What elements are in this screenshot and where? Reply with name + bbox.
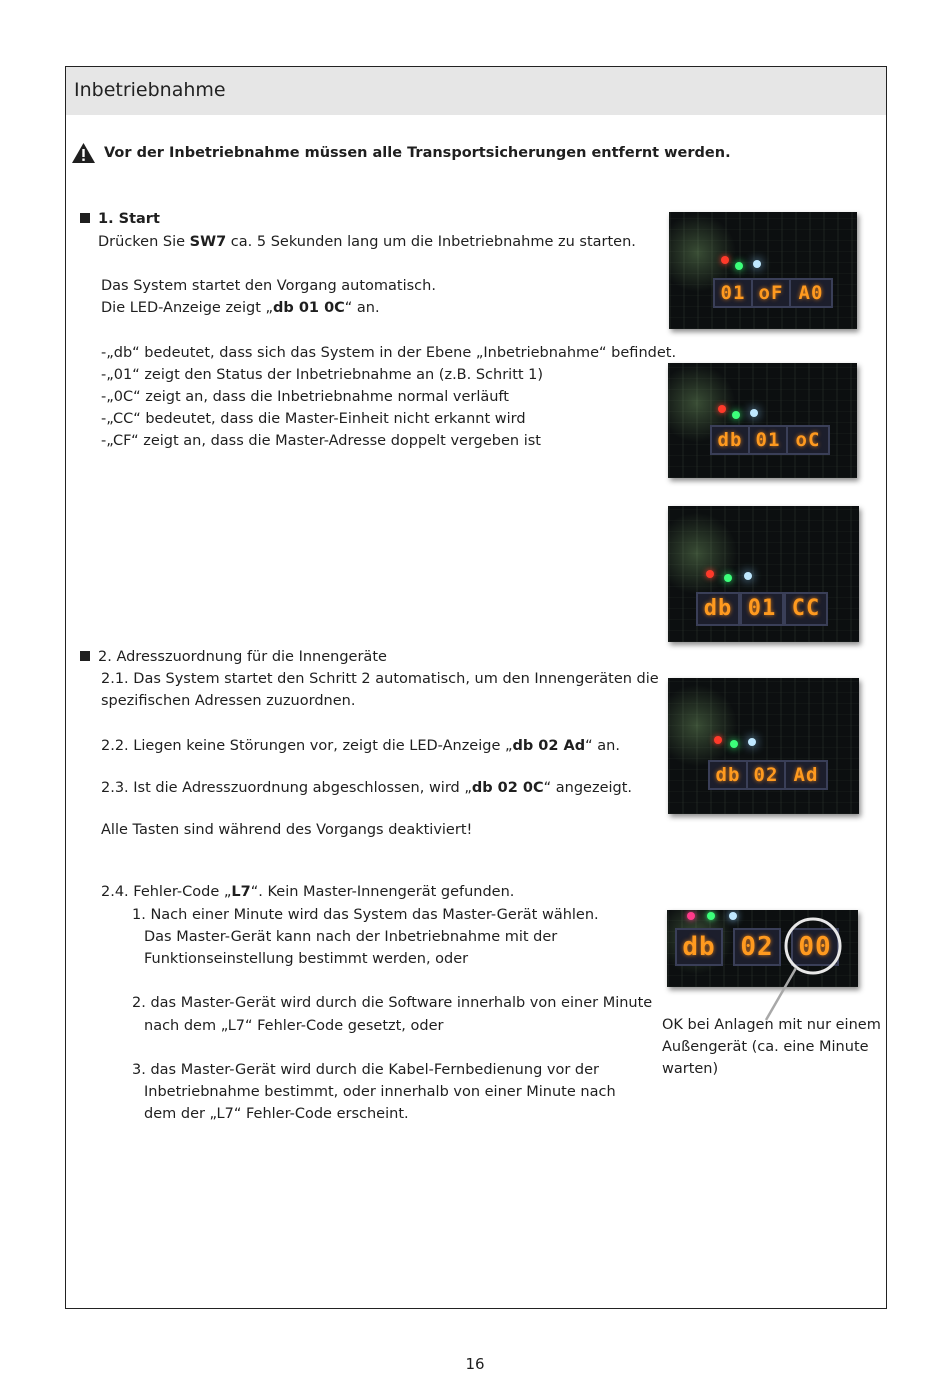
led-segment: db — [696, 592, 740, 626]
led-segment: db — [708, 760, 748, 790]
step1-item: -„0C“ zeigt an, dass die Inbetriebnahme normal verläuft — [101, 389, 509, 405]
step2-1a: 2.1. Das System startet den Schritt 2 automatisch, um den Innengeräten die — [101, 671, 659, 687]
led-segment: 01 — [713, 278, 753, 308]
led-display-photo — [669, 212, 857, 329]
caption-line: warten) — [662, 1061, 719, 1077]
photo-caption — [662, 1014, 881, 1080]
page-number: 16 — [465, 1355, 485, 1373]
option1-line2: Das Master-Gerät kann nach der Inbetriebnahme mit der — [144, 929, 558, 945]
step1-line2: Das System startet den Vorgang automatisch. — [101, 278, 436, 294]
step1-item: -„CC“ bedeutet, dass die Master-Einheit nicht erkannt wird — [101, 411, 526, 427]
option2-line1: 2. das Master-Gerät wird durch die Software innerhalb von einer Minute — [132, 995, 653, 1011]
led-segment: 02 — [733, 928, 781, 966]
caption-line: OK bei Anlagen mit nur einem — [662, 1017, 881, 1033]
bullet-square-icon — [80, 651, 90, 661]
led-display-photo — [668, 363, 857, 478]
caption-line: Außengerät (ca. eine Minute — [662, 1039, 869, 1055]
led-segment: 00 — [791, 928, 839, 966]
led-segment: db — [710, 425, 750, 455]
step1-heading — [80, 208, 160, 230]
step2-4: 2.4. Fehler-Code „L7“. Kein Master-Innengerät gefunden. — [101, 884, 515, 900]
led-segment: 02 — [746, 760, 786, 790]
step1-line3: Die LED-Anzeige zeigt „db 01 0C“ an. — [101, 300, 380, 316]
step1-title: 1. Start — [98, 211, 160, 227]
led-segment: Ad — [784, 760, 828, 790]
step2-2: 2.2. Liegen keine Störungen vor, zeigt die LED-Anzeige „db 02 Ad“ an. — [101, 738, 620, 754]
option2-line2: nach dem „L7“ Fehler-Code gesetzt, oder — [144, 1018, 444, 1034]
step2-1b: spezifischen Adressen zuzuordnen. — [101, 693, 356, 709]
led-segment: CC — [784, 592, 828, 626]
section-title: Inbetriebnahme — [74, 79, 226, 101]
section-header — [66, 67, 886, 115]
bullet-square-icon — [80, 213, 90, 223]
option1-line1: 1. Nach einer Minute wird das System das Master-Gerät wählen. — [132, 907, 599, 923]
step1-item: -„db“ bedeutet, dass sich das System in der Ebene „Inbetriebnahme“ befindet. — [101, 345, 677, 361]
step2-title: 2. Adresszuordnung für die Innengeräte — [98, 649, 387, 665]
led-segment: 01 — [740, 592, 784, 626]
warning-note — [71, 142, 731, 164]
warning-icon — [71, 142, 96, 164]
option1-line3: Funktionseinstellung bestimmt werden, oder — [144, 951, 469, 967]
step2-3: 2.3. Ist die Adresszuordnung abgeschlossen, wird „db 02 0C“ angezeigt. — [101, 780, 633, 796]
led-segment: db — [675, 928, 723, 966]
step1-item: -„01“ zeigt den Status der Inbetriebnahme an (z.B. Schritt 1) — [101, 367, 544, 383]
step1-item: -„CF“ zeigt an, dass die Master-Adresse doppelt vergeben ist — [101, 433, 541, 449]
led-segment: oF — [751, 278, 791, 308]
warning-text: Vor der Inbetriebnahme müssen alle Transportsicherungen entfernt werden. — [104, 145, 731, 161]
step1-line1: Drücken Sie SW7 ca. 5 Sekunden lang um die Inbetriebnahme zu starten. — [98, 234, 636, 250]
option3-line1: 3. das Master-Gerät wird durch die Kabel-Fernbedienung vor der — [132, 1062, 599, 1078]
led-segment: oC — [786, 425, 830, 455]
led-segment: A0 — [789, 278, 833, 308]
option3-line2: Inbetriebnahme bestimmt, oder innerhalb von einer Minute nach — [144, 1084, 616, 1100]
led-segment: 01 — [748, 425, 788, 455]
led-display-photo — [668, 506, 859, 642]
step2-heading — [80, 646, 387, 668]
led-display-photo — [668, 678, 859, 814]
option3-line3: dem der „L7“ Fehler-Code erscheint. — [144, 1106, 409, 1122]
step2-note: Alle Tasten sind während des Vorgangs deaktiviert! — [101, 822, 473, 838]
